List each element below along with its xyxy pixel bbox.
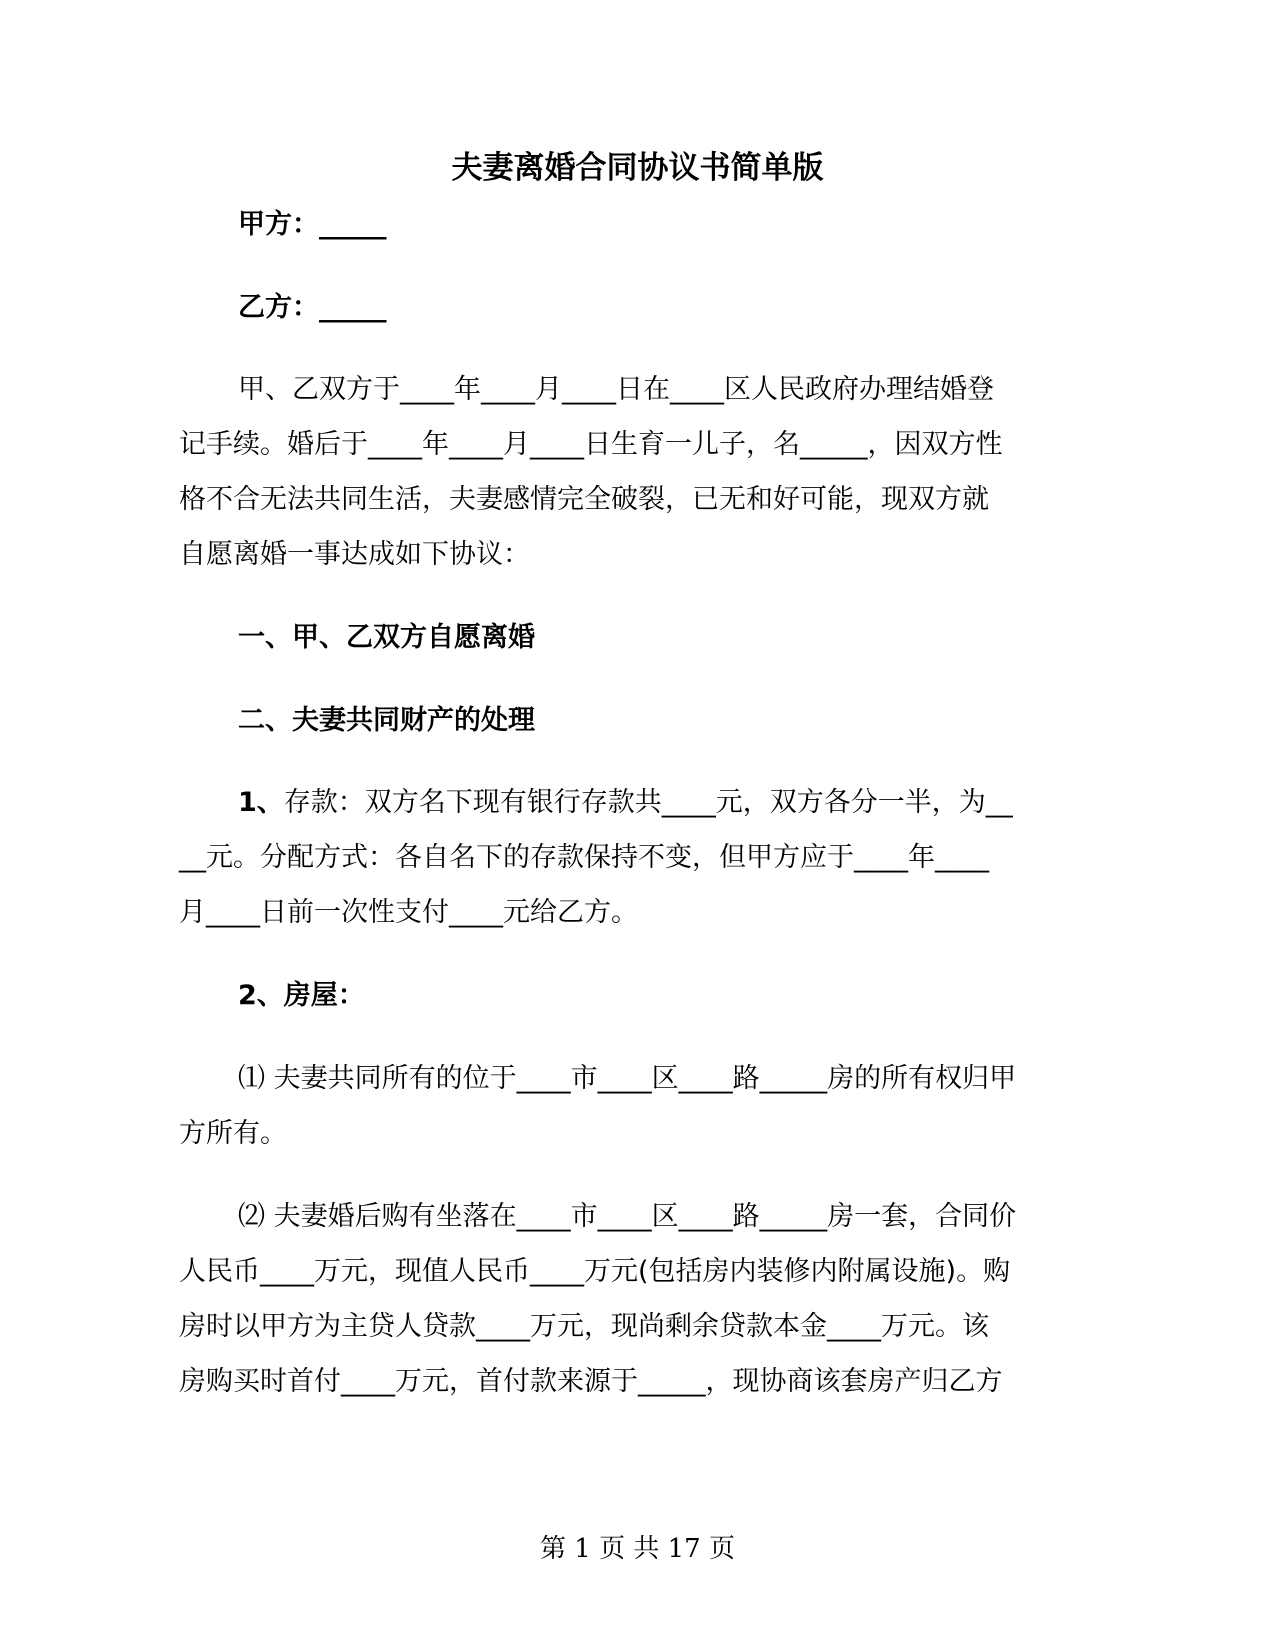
intro-line-1: 甲、乙双方于____年____月____日在____区人民政府办理结婚登 [238, 374, 994, 405]
section-1-heading: 一、甲、乙双方自愿离婚 [238, 622, 535, 653]
house-2-line-3: 房时以甲方为主贷人贷款____万元，现尚剩余贷款本金____万元。该 [179, 1311, 989, 1342]
house-1-line-1: ⑴ 夫妻共同所有的位于____市____区____路_____房的所有权归甲 [238, 1063, 1017, 1094]
page-number: 第 1 页 共 17 页 [540, 1534, 735, 1564]
house-2-line-4: 房购买时首付____万元，首付款来源于_____，现协商该套房产归乙方 [179, 1366, 1003, 1397]
intro-line-2: 记手续。婚后于____年____月____日生育一儿子，名_____，因双方性 [179, 429, 1003, 460]
party-a-line: 甲方：_____ [238, 209, 387, 240]
document-title: 夫妻离婚合同协议书简单版 [451, 150, 824, 186]
deposit-line-1 [238, 784, 1013, 822]
deposit-number: 1、 [238, 787, 284, 818]
deposit-line-2: __元。分配方式：各自名下的存款保持不变，但甲方应于____年____ [179, 842, 989, 873]
deposit-text: 存款：双方名下现有银行存款共____元，双方各分一半，为__ [283, 787, 1013, 818]
house-2-line-2: 人民币____万元，现值人民币____万元(包括房内装修内附属设施)。购 [179, 1256, 1011, 1287]
intro-line-4: 自愿离婚一事达成如下协议： [179, 539, 530, 570]
house-2-line-1: ⑵ 夫妻婚后购有坐落在____市____区____路_____房一套，合同价 [238, 1201, 1017, 1232]
deposit-line-3: 月____日前一次性支付____元给乙方。 [179, 897, 638, 928]
house-1-line-2: 方所有。 [179, 1118, 287, 1149]
party-b-line: 乙方：_____ [238, 292, 387, 323]
intro-line-3: 格不合无法共同生活，夫妻感情完全破裂，已无和好可能，现双方就 [179, 484, 989, 515]
house-heading: 2、房屋： [238, 980, 365, 1011]
section-2-heading: 二、夫妻共同财产的处理 [238, 705, 535, 736]
